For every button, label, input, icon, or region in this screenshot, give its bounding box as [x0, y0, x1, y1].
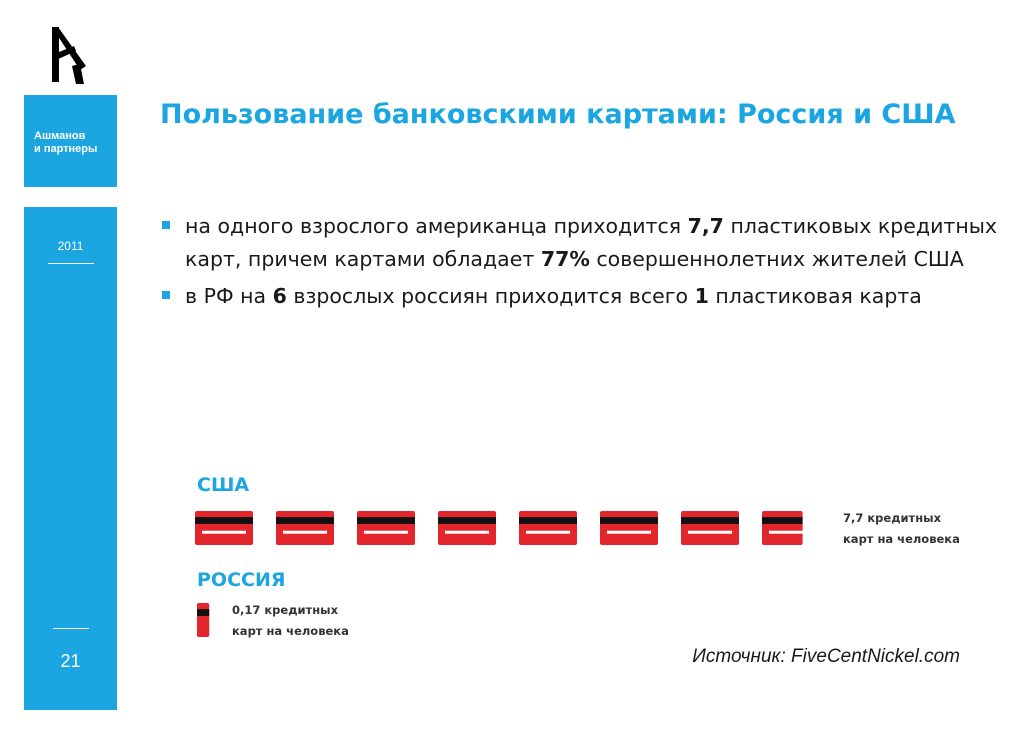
brand-name-line2: и партнеры [34, 143, 98, 155]
bullet-text: взрослых россиян приходится всего [286, 284, 695, 308]
usa-card [438, 511, 496, 545]
russia-card [197, 603, 209, 637]
bullet-text: совершеннолетних жителей США [589, 247, 964, 271]
usa-cards [195, 511, 803, 545]
usa-card [195, 511, 253, 545]
page-number: 21 [60, 651, 81, 671]
bullet-text: пластиковая карта [708, 284, 922, 308]
usa-card [519, 511, 577, 545]
year-label: 2011 [57, 239, 84, 253]
bullet-text: на одного взрослого американца приходится [185, 214, 688, 238]
usa-card [600, 511, 658, 545]
usa-card [681, 511, 739, 545]
source-note: Источник: FiveCentNickel.com [692, 646, 960, 667]
russia-label: РОССИЯ [197, 569, 286, 591]
usa-card [357, 511, 415, 545]
russia-cards [197, 603, 209, 637]
bullet-text: в РФ на [185, 284, 273, 308]
usa-card [762, 511, 803, 545]
russia-note [232, 600, 349, 642]
usa-card [276, 511, 334, 545]
bullet-highlight: 6 [272, 284, 287, 308]
bullet-highlight: 7,7 [687, 214, 724, 238]
usa-note [843, 508, 960, 550]
bullet-highlight: 77% [540, 247, 590, 271]
usa-note-line1: 7,7 кредитных [843, 511, 941, 525]
usa-label: США [197, 474, 250, 496]
brand-name-line1: Ашманов [34, 130, 86, 142]
bullet-text: пластиковых кредитных карт, причем картами обладает [185, 214, 998, 271]
slide-title: Пользование банковскими картами: Россия и США [160, 99, 956, 130]
russia-note-line1: 0,17 кредитных [232, 603, 338, 617]
russia-note-line2: карт на человека [232, 624, 349, 638]
usa-note-line2: карт на человека [843, 532, 960, 546]
bullet-highlight: 1 [694, 284, 709, 308]
